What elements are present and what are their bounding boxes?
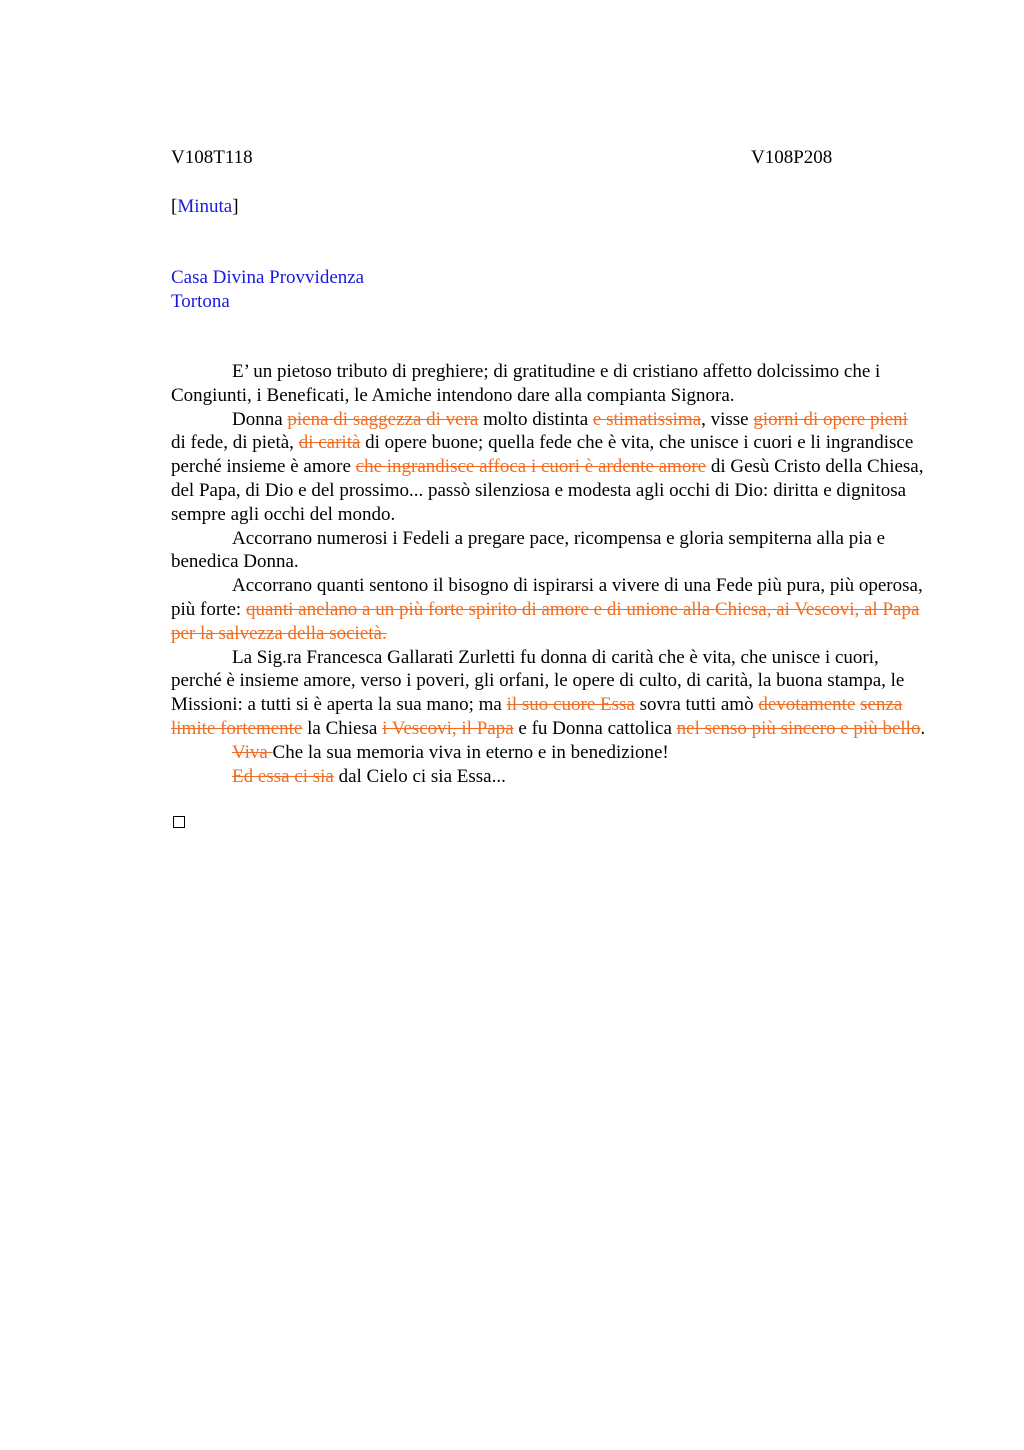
- recipient-line-1: Casa Divina Provvidenza: [171, 267, 365, 288]
- letter-body: [171, 360, 927, 788]
- deleted-text: piena di saggezza di vera: [287, 408, 479, 430]
- paragraph-4: [171, 574, 927, 645]
- deleted-text: che ingrandisce affoca i cuori è ardente amore: [355, 456, 707, 478]
- text-run: molto distinta: [478, 408, 593, 430]
- text-run: Che la sua memoria viva in eterno e in benedizione!: [272, 741, 669, 763]
- deleted-text: il suo cuore Essa: [506, 694, 635, 716]
- paragraph-3: [171, 527, 927, 575]
- text-run: di fede, di pietà,: [171, 432, 299, 454]
- text-run: e fu Donna cattolica: [513, 717, 677, 739]
- text-run: Accorrano numerosi i Fedeli a pregare pace, ricompensa e gloria sempiterna alla pia e benedica Donna.: [171, 527, 886, 573]
- minuta-label: [171, 196, 239, 218]
- text-run: di Gesù Cristo della Chiesa, del Papa, di Dio e del prossimo... passò silenziosa e modesta agli occhi di Dio: diritta e dignitosa sempre agli occhi del mondo.: [171, 456, 924, 525]
- deleted-text: Ed essa ci sia: [232, 765, 334, 787]
- deleted-text: quanti anelano a un più forte spirito di amore e di unione alla Chiesa, ai Vescovi, al Papa per la salvezza della società.: [171, 598, 920, 644]
- checkbox-square[interactable]: [173, 816, 185, 828]
- text-run: sovra tutti amò: [634, 694, 759, 716]
- text-run: .: [920, 717, 926, 739]
- deleted-text: di carità: [298, 432, 361, 454]
- text-run: Donna: [232, 408, 288, 430]
- paragraph-7: [171, 765, 927, 789]
- deleted-text: devotamente: [758, 694, 856, 716]
- recipient-line-2: Tortona: [171, 291, 230, 312]
- deleted-text: Viva: [232, 741, 273, 763]
- document-code-right: V108P208: [751, 147, 833, 168]
- deleted-text: nel senso più sincero e più bello: [676, 717, 921, 739]
- text-run: Accorrano quanti sentono il bisogno di ispirarsi a vivere di una Fede più pura, più operosa, più forte:: [171, 575, 923, 620]
- text-run: , visse: [701, 408, 754, 430]
- text-run: di opere buone; quella fede che è vita, che unisce i cuori e li ingrandisce perché insieme è amore: [171, 432, 914, 478]
- paragraph-1: [171, 360, 927, 408]
- minuta-link[interactable]: Minuta: [177, 196, 233, 217]
- deleted-text: e stimatissima: [592, 408, 702, 430]
- paragraph-6: [171, 741, 927, 765]
- bracket-close: ]: [232, 196, 239, 217]
- text-run: La Sig.ra Francesca Gallarati Zurletti fu donna di carità che è vita, che unisce i cuori, perché è insieme amore, verso i poveri, gli orfani, le opere di culto, di carità, la buona stampa, le Missioni: a tutti si è aperta la sua mano; ma: [171, 646, 905, 716]
- text-run: E’ un pietoso tributo di preghiere; di gratitudine e di cristiano affetto dolcissimo che i Congiunti, i Beneficati, le Amiche intendono dare alla compianta Signora.: [171, 361, 881, 406]
- bracket-open: [: [171, 196, 178, 217]
- text-run: dal Cielo ci sia Essa...: [333, 765, 506, 787]
- deleted-text: i Vescovi, il Papa: [382, 717, 514, 739]
- paragraph-2: [171, 408, 927, 527]
- paragraph-5: [171, 646, 927, 741]
- text-run: la Chiesa: [302, 717, 383, 739]
- document-code-left: V108T118: [171, 147, 253, 168]
- deleted-text: senza limite fortemente: [171, 694, 903, 739]
- recipient-block: [171, 266, 364, 314]
- deleted-text: giorni di opere pieni: [753, 408, 908, 430]
